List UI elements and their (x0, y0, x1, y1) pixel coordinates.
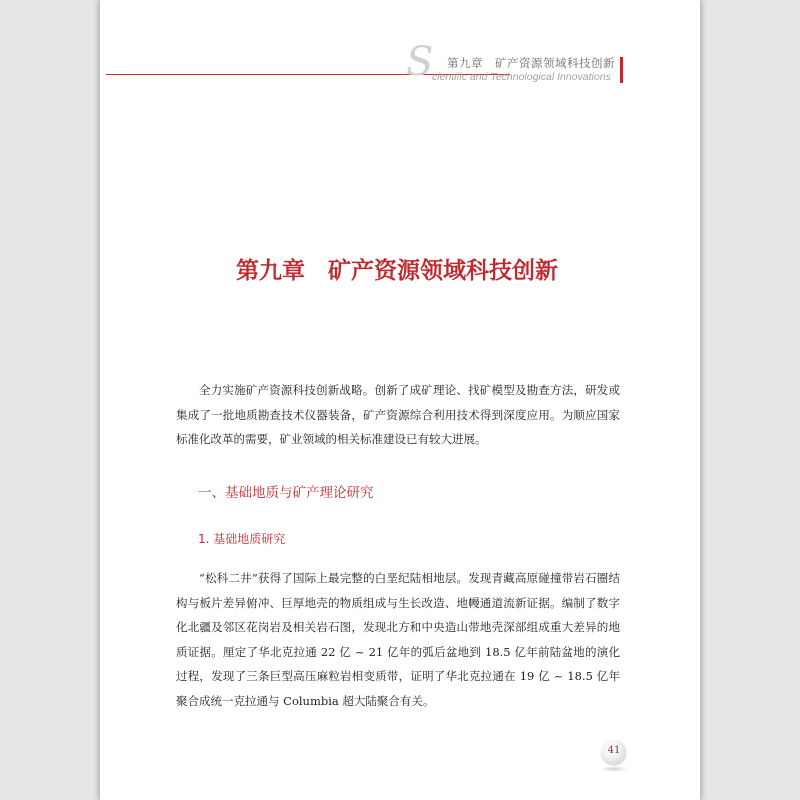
page-badge-shadow (600, 766, 628, 772)
running-header-english: cientific and Technological Innovations (432, 71, 611, 83)
document-page (100, 0, 700, 800)
subsection-heading: 1. 基础地质研究 (198, 532, 286, 546)
chapter-title: 第九章 矿产资源领域科技创新 (236, 258, 558, 284)
section-heading: 一、基础地质与矿产理论研究 (198, 485, 374, 501)
page-number: 41 (607, 745, 621, 756)
running-header-chapter: 第九章 矿产资源领域科技创新 (447, 56, 615, 70)
header-decorative-letter: S (406, 39, 434, 85)
body-paragraph: “松科二井”获得了国际上最完整的白垩纪陆相地层。发现青藏高原碰撞带岩石圈结构与板片差异俯冲、巨厚地壳的物质组成与生长改造、地幔通道流新证据。编制了数字化北疆及邻区花岗岩及相关岩石图，发现北方和中央造山带地壳深部组成重大差异的地质证据。厘定了华北克拉通 22 亿 ~ 21 亿年的弧后盆地到 18.5 亿年前陆盆地的演化过程，发现了三条巨型高压麻粒岩相变质带，证明了华北克拉通在 19 亿 ~ 18.5 亿年聚合成统一克拉通与 Columbia 超大陆聚合有关。 (176, 571, 620, 708)
page-number-badge (602, 740, 626, 764)
header-accent-bar (620, 57, 623, 83)
intro-paragraph: 全力实施矿产资源科技创新战略。创新了成矿理论、找矿模型及勘查方法，研发或集成了一批地质勘查技术仪器装备，矿产资源综合利用技术得到深度应用。为顺应国家标准化改革的需要，矿业领域的相关标准建设已有较大进展。 (176, 383, 620, 446)
